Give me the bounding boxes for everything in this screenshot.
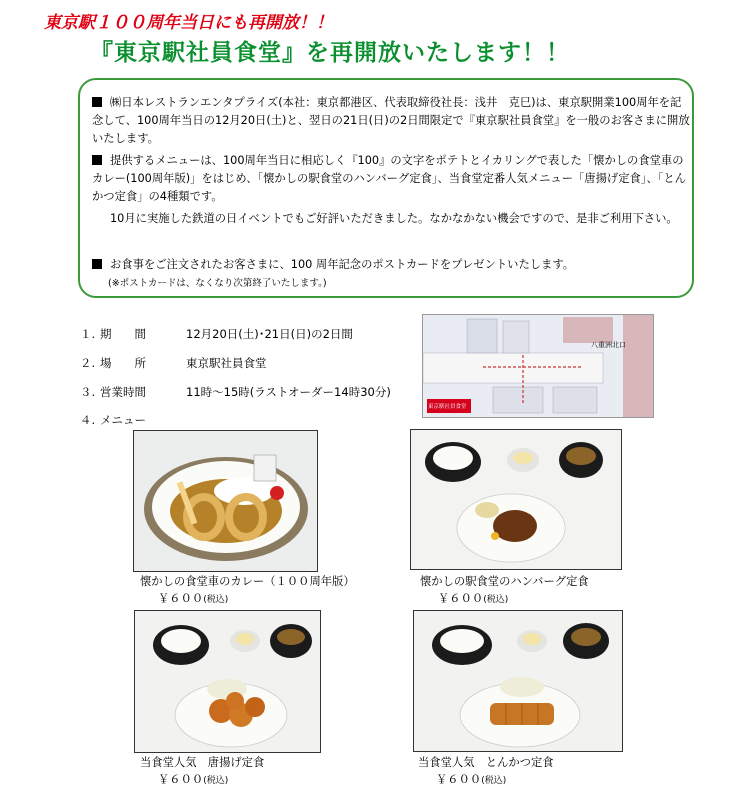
notice-paragraph-2: 提供するメニューは、100周年当日に相応しく『100』の文字をポテトとイカリングで表した「懐かしの食堂車のカレー(100周年版)」をはじめ、「懐かしの駅食堂のハンバーグ定食」、当食堂定番人気メニュー「唐揚げ定食」、「とんかつ定食」の4種類です。 [92,154,686,203]
bullet-icon [92,97,102,107]
menu-name: 当食堂人気 とんかつ定食 [418,756,554,769]
info-row-place [80,355,267,371]
info-label: メニュー [100,413,146,427]
info-label: 営業時間 [100,385,146,399]
info-number: ４. [80,413,96,427]
notice-paragraph-1: ㈱日本レストランエンタプライズ(本社：東京都港区、代表取締役社長：浅井 克巳)は、東京駅開業100周年を記念して、100周年当日の12月20日(土)と、翌日の21日(日)の2日間限定で『東京駅社員食堂』を一般のお客さまに開放いたします。 [92,96,690,145]
location-map [422,314,654,418]
map-label-north-exit: 八重洲北口 [591,341,626,349]
info-value: 11時～15時(ラストオーダー14時30分) [186,385,391,399]
photo-karaage [134,610,321,753]
menu-price: ￥６００(税込) [158,773,229,786]
info-label: 場 所 [100,356,146,370]
menu-name: 懐かしの駅食堂のハンバーグ定食 [420,575,589,588]
headline-small: 東京駅１００周年当日にも再開放！！ [44,13,333,33]
postcard-note: (※ポストカードは、なくなり次第終了いたします。) [108,278,327,289]
info-row-period [80,326,353,342]
info-value: 東京駅社員食堂 [186,356,267,370]
photo-curry [133,430,318,572]
info-row-menu [80,412,186,428]
info-number: ２. [80,356,96,370]
menu-name: 当食堂人気 唐揚げ定食 [140,756,265,769]
bullet-icon [92,259,102,269]
info-number: １. [80,327,96,341]
info-number: ３. [80,385,96,399]
notice-paragraph-3: 10月に実施した鉄道の日イベントでもご好評いただきました。なかなかない機会ですので、是非ご利用下さい。 [110,212,678,225]
photo-hamburg [410,429,622,570]
menu-price: ￥６００(税込) [438,592,509,605]
map-label-cafeteria: 東京駅社員食堂 [428,404,467,410]
menu-price: ￥６００(税込) [158,592,229,605]
photo-tonkatsu [413,610,623,752]
notice-paragraph-4: お食事をご注文されたお客さまに、100 周年記念のポストカードをプレゼントいたします。 [92,256,692,274]
bullet-icon [92,155,102,165]
menu-name: 懐かしの食堂車のカレー（１００周年版） [140,575,355,588]
info-value: 12月20日(土)･21日(日)の2日間 [186,327,353,341]
info-row-hours [80,384,391,400]
info-label: 期 間 [100,327,146,341]
headline-main: 『東京駅社員食堂』を再開放いたします！！ [90,40,570,66]
menu-price: ￥６００(税込) [436,773,507,786]
